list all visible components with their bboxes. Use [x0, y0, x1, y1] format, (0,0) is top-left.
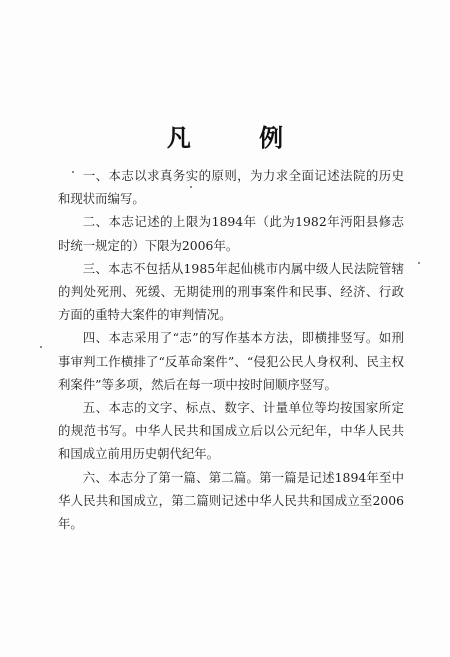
document-body	[58, 164, 404, 535]
paragraph-3: 三、本志不包括从1985年起仙桃市内属中级人民法院管辖的判处死刑、死缓、无期徒刑的刑事案件和民事、经济、行政方面的重特大案件的审判情况。	[58, 260, 404, 323]
paragraph-1: 一、本志以求真务实的原则，为力求全面记述法院的历史和现状而编写。	[58, 168, 404, 207]
page-title: 凡 例	[166, 123, 314, 152]
paragraph-2: 二、本志记述的上限为1894年（此为1982年沔阳县修志时统一规定的）下限为2006年。	[58, 214, 404, 253]
scan-speck	[40, 346, 42, 348]
paragraph-4: 四、本志采用了“志”的写作基本方法，即横排竖写。如刑事审判工作横排了“反革命案件”、“侵犯公民人身权利、民主权利案件”等多项，然后在每一项中按时间顺序竖写。	[58, 330, 404, 392]
paragraph-6: 六、本志分了第一篇、第二篇。第一篇是记述1894年至中华人民共和国成立，第二篇则记述中华人民共和国成立至2006年。	[58, 469, 404, 532]
paragraph-5: 五、本志的文字、标点、数字、计量单位等均按国家所定的规范书写。中华人民共和国成立后以公元纪年，中华人民共和国成立前用历史朝代纪年。	[58, 400, 404, 462]
scan-speck	[72, 171, 74, 173]
scan-speck	[418, 262, 420, 264]
scan-speck	[190, 186, 192, 188]
